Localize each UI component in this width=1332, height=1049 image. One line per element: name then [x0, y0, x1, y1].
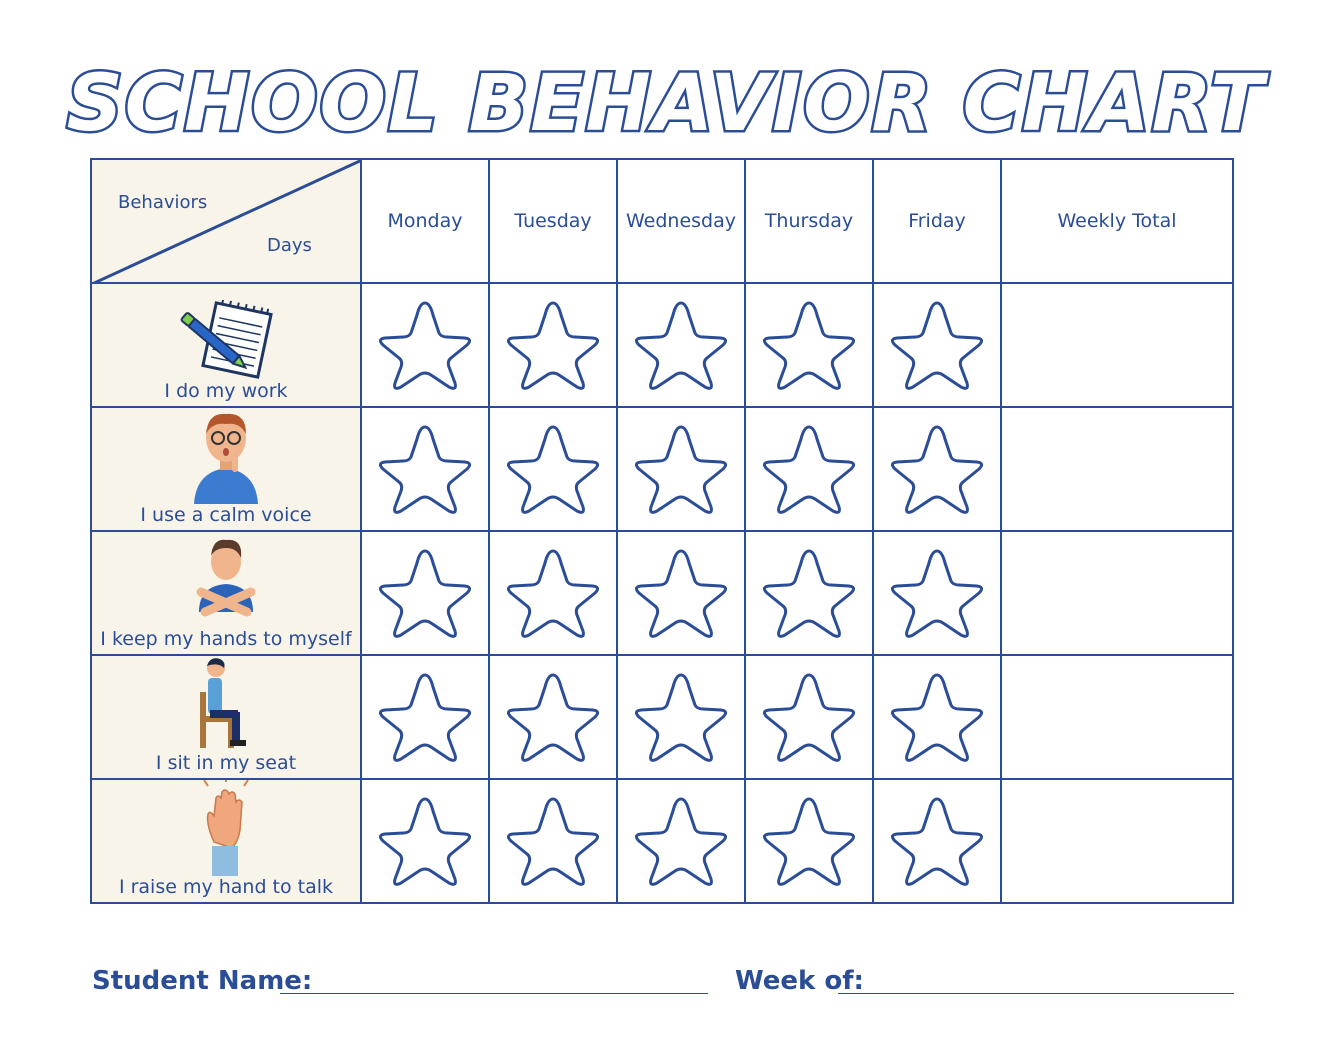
weekly-total-cell[interactable] [1001, 283, 1233, 407]
star-icon[interactable] [503, 793, 603, 889]
star-cell-monday[interactable] [361, 531, 489, 655]
weekly-total-cell[interactable] [1001, 531, 1233, 655]
star-icon[interactable] [887, 297, 987, 393]
star-cell-wednesday[interactable] [617, 655, 745, 779]
behavior-row [91, 655, 1233, 779]
day-friday: Friday [873, 159, 1001, 283]
star-cell-monday[interactable] [361, 655, 489, 779]
behavior-row [91, 407, 1233, 531]
student-name-field[interactable] [280, 993, 708, 994]
star-icon[interactable] [503, 545, 603, 641]
star-cell-friday[interactable] [873, 531, 1001, 655]
behavior-row [91, 283, 1233, 407]
star-cell-thursday[interactable] [745, 531, 873, 655]
star-cell-thursday[interactable] [745, 407, 873, 531]
star-icon[interactable] [759, 421, 859, 517]
student-name-label: Student Name: [92, 966, 313, 996]
star-icon[interactable] [375, 545, 475, 641]
star-icon[interactable] [759, 297, 859, 393]
star-icon[interactable] [759, 545, 859, 641]
star-cell-friday[interactable] [873, 779, 1001, 903]
star-cell-monday[interactable] [361, 283, 489, 407]
corner-diagonal [92, 160, 362, 284]
behavior-label: I raise my hand to talk [118, 876, 334, 898]
crossed-arms-boy-icon [92, 532, 360, 628]
star-icon[interactable] [631, 793, 731, 889]
weekly-total-cell[interactable] [1001, 779, 1233, 903]
behavior-table [90, 158, 1234, 904]
star-icon[interactable] [375, 669, 475, 765]
star-icon[interactable] [375, 421, 475, 517]
star-cell-thursday[interactable] [745, 779, 873, 903]
weekly-total-cell[interactable] [1001, 407, 1233, 531]
day-monday: Monday [361, 159, 489, 283]
behavior-row [91, 779, 1233, 903]
star-icon[interactable] [759, 793, 859, 889]
star-icon[interactable] [631, 297, 731, 393]
star-cell-tuesday[interactable] [489, 779, 617, 903]
star-cell-monday[interactable] [361, 407, 489, 531]
week-of-field[interactable] [838, 993, 1234, 994]
raised-hand-icon [92, 780, 360, 876]
behavior-cell [91, 283, 361, 407]
day-thursday: Thursday [745, 159, 873, 283]
star-cell-monday[interactable] [361, 779, 489, 903]
day-tuesday: Tuesday [489, 159, 617, 283]
corner-cell [91, 159, 361, 283]
star-cell-thursday[interactable] [745, 655, 873, 779]
star-icon[interactable] [503, 669, 603, 765]
behavior-label: I keep my hands to myself [100, 628, 352, 650]
seated-boy-icon [92, 656, 360, 752]
days-label: Days [267, 235, 312, 256]
star-cell-friday[interactable] [873, 283, 1001, 407]
star-icon[interactable] [887, 669, 987, 765]
behavior-label: I sit in my seat [155, 752, 297, 774]
day-wednesday: Wednesday [617, 159, 745, 283]
behavior-label: I do my work [164, 380, 288, 402]
title-text: SCHOOL BEHAVIOR CHART [66, 59, 1266, 149]
star-icon[interactable] [887, 793, 987, 889]
star-icon[interactable] [887, 421, 987, 517]
star-icon[interactable] [375, 297, 475, 393]
star-cell-tuesday[interactable] [489, 407, 617, 531]
star-icon[interactable] [887, 545, 987, 641]
behavior-cell [91, 531, 361, 655]
star-cell-tuesday[interactable] [489, 531, 617, 655]
behaviors-label: Behaviors [118, 192, 208, 213]
behavior-row [91, 531, 1233, 655]
star-icon[interactable] [503, 421, 603, 517]
week-of-label: Week of: [735, 966, 864, 996]
star-icon[interactable] [759, 669, 859, 765]
behavior-cell [91, 407, 361, 531]
behavior-cell [91, 779, 361, 903]
header-row [91, 159, 1233, 283]
star-cell-wednesday[interactable] [617, 531, 745, 655]
star-cell-thursday[interactable] [745, 283, 873, 407]
star-icon[interactable] [631, 669, 731, 765]
star-cell-wednesday[interactable] [617, 779, 745, 903]
weekly-total-header: Weekly Total [1001, 159, 1233, 283]
star-cell-wednesday[interactable] [617, 407, 745, 531]
chart-title [0, 52, 1332, 152]
star-icon[interactable] [375, 793, 475, 889]
star-cell-wednesday[interactable] [617, 283, 745, 407]
star-icon[interactable] [631, 545, 731, 641]
star-cell-tuesday[interactable] [489, 283, 617, 407]
behavior-label: I use a calm voice [140, 504, 312, 526]
notebook-pen-icon [92, 284, 360, 380]
star-cell-friday[interactable] [873, 655, 1001, 779]
weekly-total-cell[interactable] [1001, 655, 1233, 779]
star-cell-tuesday[interactable] [489, 655, 617, 779]
star-icon[interactable] [631, 421, 731, 517]
star-cell-friday[interactable] [873, 407, 1001, 531]
star-icon[interactable] [503, 297, 603, 393]
behavior-cell [91, 655, 361, 779]
shush-boy-icon [92, 408, 360, 504]
